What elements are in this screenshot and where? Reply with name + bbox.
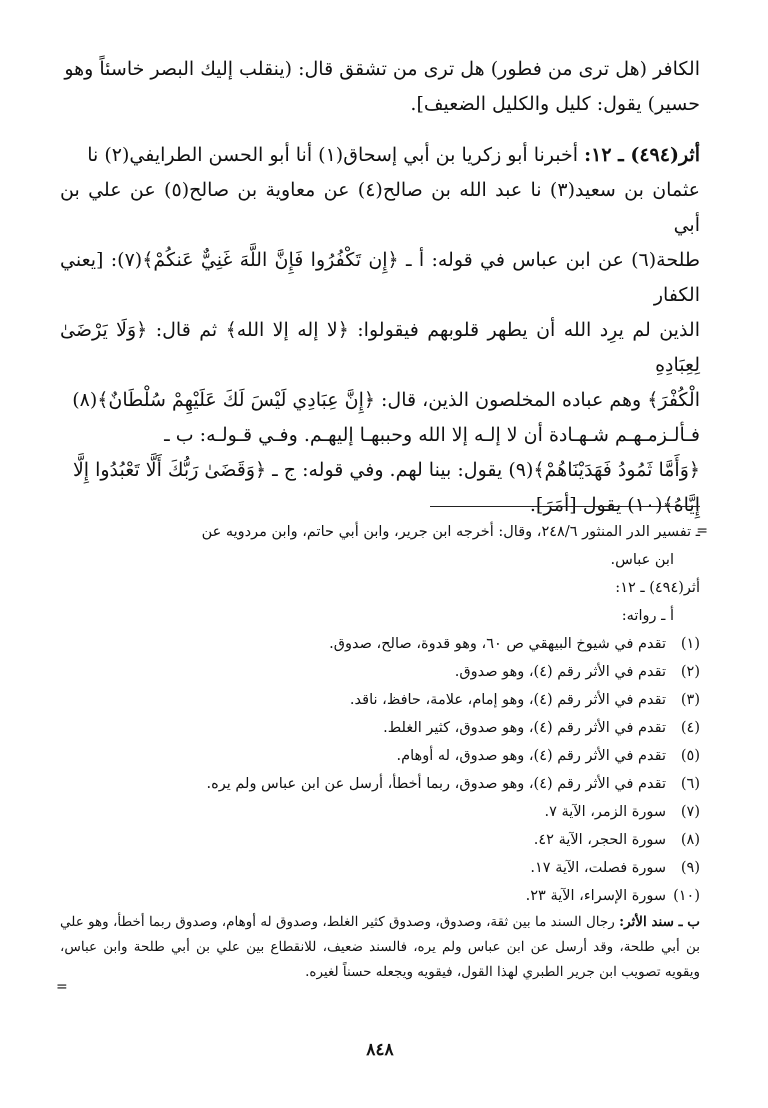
footnote-item bbox=[60, 686, 700, 714]
footnote-item bbox=[60, 658, 700, 686]
book-page bbox=[56, 52, 708, 1108]
text-line: الكافر (هل ترى من فطور) هل ترى من تشقق قال: (ينقلب إليك البصر خاسئاً وهو bbox=[64, 58, 700, 80]
continuation-mark-top: = bbox=[696, 523, 708, 539]
sanad-text: رجال السند ما بين ثقة، وصدوق، وصدوق كثير الغلط، وصدوق له أوهام، وصدوق ربما أخطأ، وهو علي بن أبي طلحة، وقد أرسل عن ابن عباس ولم يره، فالسند ضعيف، للانقطاع بين علي بن أبي طلحة وابن عباس، ويقويه تصويب ابن جرير الطبري لهذا القول، فيقويه ويجعله حسناً لغيره. bbox=[60, 914, 700, 980]
footnote-intro-line: ابن عباس. bbox=[610, 552, 674, 568]
text-line: الْكُفْرَ﴾ وهم عباده المخلصون الذين، قال: ﴿إِنَّ عِبَادِي لَيْسَ لَكَ عَلَيْهِمْ سُلْطَانٌ﴾(٨) bbox=[72, 389, 700, 411]
main-text bbox=[60, 52, 700, 523]
continuation-mark-bottom: = bbox=[56, 979, 68, 995]
text-line: ﴿وَأَمَّا ثَمُودُ فَهَدَيْنَاهُمْ﴾(٩) يقول: بينا لهم. وفي قوله: ج ـ ﴿وَقَضَىٰ رَبُّكَ أَلَّا تَعْبُدُوا إِلَّا bbox=[72, 459, 700, 481]
footnote-number: (٩) bbox=[680, 860, 700, 876]
footnote-text: سورة الحجر، الآية ٤٢. bbox=[533, 832, 666, 848]
footnote-number: (٤) bbox=[680, 720, 700, 736]
sanad-label: ب ـ سند الأثر: bbox=[619, 914, 701, 930]
footnote-number: (١٠) bbox=[673, 888, 700, 904]
text-line: أخبرنا أبو زكريا بن أبي إسحاق(١) أنا أبو الحسن الطرايفي(٢) نا bbox=[87, 144, 579, 166]
footnote-ruwat-heading: أ ـ رواته: bbox=[621, 608, 674, 624]
athar-first-line bbox=[60, 138, 700, 173]
paragraph-gap bbox=[60, 122, 700, 138]
footnote-text: تقدم في الأثر رقم (٤)، وهو صدوق، له أوهام. bbox=[396, 748, 666, 764]
footnote-item bbox=[60, 714, 700, 742]
footnote-number: (٢) bbox=[680, 664, 700, 680]
footnote-number: (٦) bbox=[680, 776, 700, 792]
footnote-item bbox=[60, 882, 700, 910]
page-number: ٨٤٨ bbox=[366, 1040, 394, 1060]
text-line: طلحة(٦) عن ابن عباس في قوله: أ ـ ﴿إِن تَكْفُرُوا فَإِنَّ اللَّهَ غَنِيٌّ عَنكُمْ﴾(٧): [يعني الكفار bbox=[60, 249, 701, 306]
footnote-intro-line: ـ تفسير الدر المنثور ٢٤٨/٦، وقال: أخرجه ابن جرير، وابن أبي حاتم، وابن مردويه عن bbox=[201, 524, 700, 540]
footnote-text: سورة فصلت، الآية ١٧. bbox=[530, 860, 666, 876]
footnote-text: تقدم في الأثر رقم (٤)، وهو إمام، علامة، حافظ، ناقد. bbox=[349, 692, 666, 708]
footnote-item bbox=[60, 770, 700, 798]
footnote-text: تقدم في الأثر رقم (٤)، وهو صدوق، ربما أخطأ، أرسل عن ابن عباس ولم يره. bbox=[206, 776, 666, 792]
sanad-paragraph bbox=[60, 910, 700, 985]
footnote-text: سورة الإسراء، الآية ٢٣. bbox=[525, 888, 666, 904]
footnote-number: (١) bbox=[680, 636, 700, 652]
footnote-text: تقدم في الأثر رقم (٤)، وهو صدوق، كثير الغلط. bbox=[383, 720, 666, 736]
footnote-item bbox=[60, 826, 700, 854]
text-line: الذين لم يرِد الله أن يطهر قلوبهم فيقولوا: ﴿لا إله إلا الله﴾ ثم قال: ﴿وَلَا يَرْضَىٰ لِعِبَادِهِ bbox=[60, 319, 700, 376]
athar-label: أثر(٤٩٤) ـ ١٢: bbox=[584, 144, 700, 166]
footnote-text: سورة الزمر، الآية ٧. bbox=[544, 804, 666, 820]
text-line: حسير) يقول: كليل والكليل الضعيف]. bbox=[410, 93, 700, 115]
footnotes bbox=[60, 518, 700, 985]
text-line: عثمان بن سعيد(٣) نا عبد الله بن صالح(٤) عن معاوية بن صالح(٥) عن علي بن أبي bbox=[60, 179, 701, 236]
footnote-number: (٨) bbox=[680, 832, 700, 848]
footnote-item bbox=[60, 630, 700, 658]
footnote-text: تقدم في شيوخ البيهقي ص ٦٠، وهو قدوة، صالح، صدوق. bbox=[329, 636, 666, 652]
footnote-number: (٥) bbox=[680, 748, 700, 764]
footnote-separator bbox=[430, 506, 700, 507]
footnote-text: تقدم في الأثر رقم (٤)، وهو صدوق. bbox=[454, 664, 666, 680]
footnote-item bbox=[60, 742, 700, 770]
footnote-athar-ref: أثر(٤٩٤) ـ ١٢: bbox=[615, 580, 700, 596]
footnote-item bbox=[60, 854, 700, 882]
footnote-number: (٧) bbox=[680, 804, 700, 820]
text-line: فـألـزمـهـم شـهـادة أن لا إلـه إلا الله وحببهـا إليهـم. وفـي قـولـه: ب ـ bbox=[164, 424, 700, 446]
footnote-item bbox=[60, 798, 700, 826]
footnote-number: (٣) bbox=[680, 692, 700, 708]
text-line: إِيَّاهُ﴾(١٠) يقول [أمَرَ]. bbox=[529, 494, 700, 516]
